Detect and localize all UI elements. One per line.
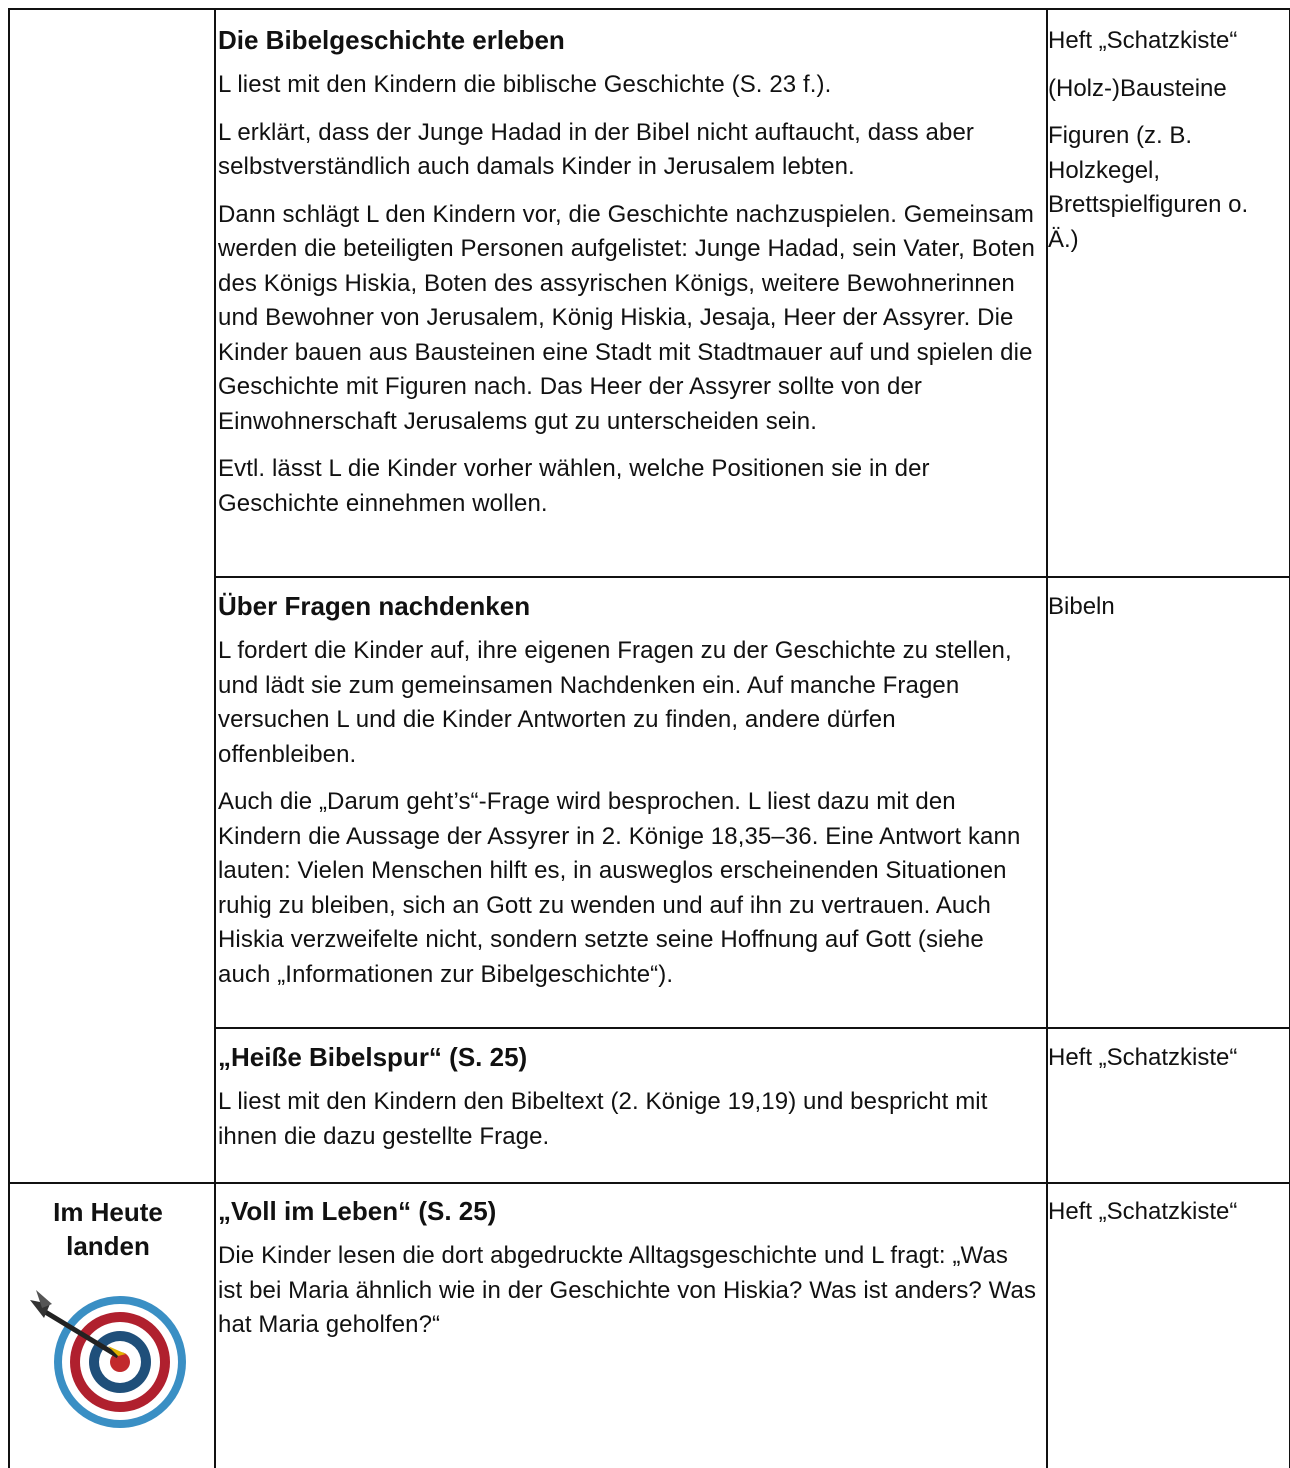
- activity-paragraph: L erklärt, dass der Junge Hadad in der Bibel nicht auftaucht, dass aber selbstverständlich auch damals Kinder in Jerusalem lebten.: [218, 118, 974, 180]
- material-item: (Holz-)Bausteine: [1048, 74, 1227, 102]
- materials-cell: [1048, 1041, 1283, 1089]
- phase-label: Im Heute landen: [53, 1197, 163, 1261]
- activity-heading: „Voll im Leben“ (S. 25): [218, 1196, 497, 1226]
- column-divider: [214, 10, 216, 1468]
- row-divider: [10, 1182, 1289, 1184]
- activity-cell-bibelgeschichte: [218, 24, 1038, 534]
- activity-paragraph: L fordert die Kinder auf, ihre eigenen Fragen zu der Geschichte zu stellen, und lädt sie zum gemeinsamen Nachdenken ein. Auf manche Fragen versuchen L und die Kinder Antworten zu finden, andere dürfen offenbleiben.: [218, 637, 1012, 768]
- material-item: Figuren (z. B. Holzkegel, Brettspielfiguren o. Ä.): [1048, 122, 1249, 253]
- activity-paragraph: L liest mit den Kindern den Bibeltext (2. Könige 19,19) und bespricht mit ihnen die dazu gestellte Frage.: [218, 1088, 988, 1150]
- material-item: Bibeln: [1048, 593, 1115, 620]
- activity-paragraph: Die Kinder lesen die dort abgedruckte Alltagsgeschichte und L fragt: „Was ist bei Maria ähnlich wie in der Geschichte von Hiskia? Was ist anders? Was hat Maria geholfen?“: [218, 1242, 1037, 1338]
- materials-cell: [1048, 1195, 1283, 1243]
- activity-heading: Die Bibelgeschichte erleben: [218, 25, 565, 55]
- row-divider: [214, 576, 1289, 578]
- row-divider: [214, 1027, 1289, 1029]
- material-item: Heft „Schatzkiste“: [1048, 27, 1238, 54]
- material-item: Heft „Schatzkiste“: [1048, 1198, 1238, 1225]
- material-item: Heft „Schatzkiste“: [1048, 1044, 1238, 1071]
- target-with-arrow-icon: [22, 1282, 192, 1432]
- materials-cell: [1048, 24, 1283, 270]
- materials-cell: [1048, 590, 1283, 638]
- activity-paragraph: Dann schlägt L den Kindern vor, die Geschichte nachzuspielen. Gemeinsam werden die beteiligten Personen aufgelistet: Junge Hadad, sein Vater, Boten des Königs Hiskia, Boten des assyrischen Königs, weitere Bewohnerinnen und Bewohner von Jerusalem, König Hiskia, Jesaja, Heer der Assyrer. Die Kinder bauen aus Bausteinen eine Stadt mit Stadtmauer auf und spielen die Geschichte mit Figuren nach. Das Heer der Assyrer sollte von der Einwohnerschaft Jerusalems gut zu unterscheiden sein.: [218, 200, 1035, 435]
- activity-heading: „Heiße Bibelspur“ (S. 25): [218, 1042, 528, 1072]
- activity-cell-bibelspur: [218, 1041, 1038, 1167]
- activity-paragraph: Auch die „Darum geht’s“-Frage wird besprochen. L liest dazu mit den Kindern die Aussage der Assyrer in 2. Könige 18,35–36. Eine Antwort kann lauten: Vielen Menschen hilft es, in ausweglos erscheinenden Situationen ruhig zu bleiben, sich an Gott zu wenden und auf ihn zu vertrauen. Auch Hiskia verzweifelte nicht, sondern setzte seine Hoffnung auf Gott (siehe auch „Informationen zur Bibelgeschichte“).: [218, 788, 1021, 988]
- activity-cell-voll-im-leben: [218, 1195, 1038, 1356]
- activity-heading: Über Fragen nachdenken: [218, 591, 531, 621]
- activity-cell-fragen: [218, 590, 1038, 1005]
- activity-paragraph: L liest mit den Kindern die biblische Geschichte (S. 23 f.).: [218, 71, 832, 98]
- activity-paragraph: Evtl. lässt L die Kinder vorher wählen, welche Positionen sie in der Geschichte einnehmen wollen.: [218, 455, 930, 517]
